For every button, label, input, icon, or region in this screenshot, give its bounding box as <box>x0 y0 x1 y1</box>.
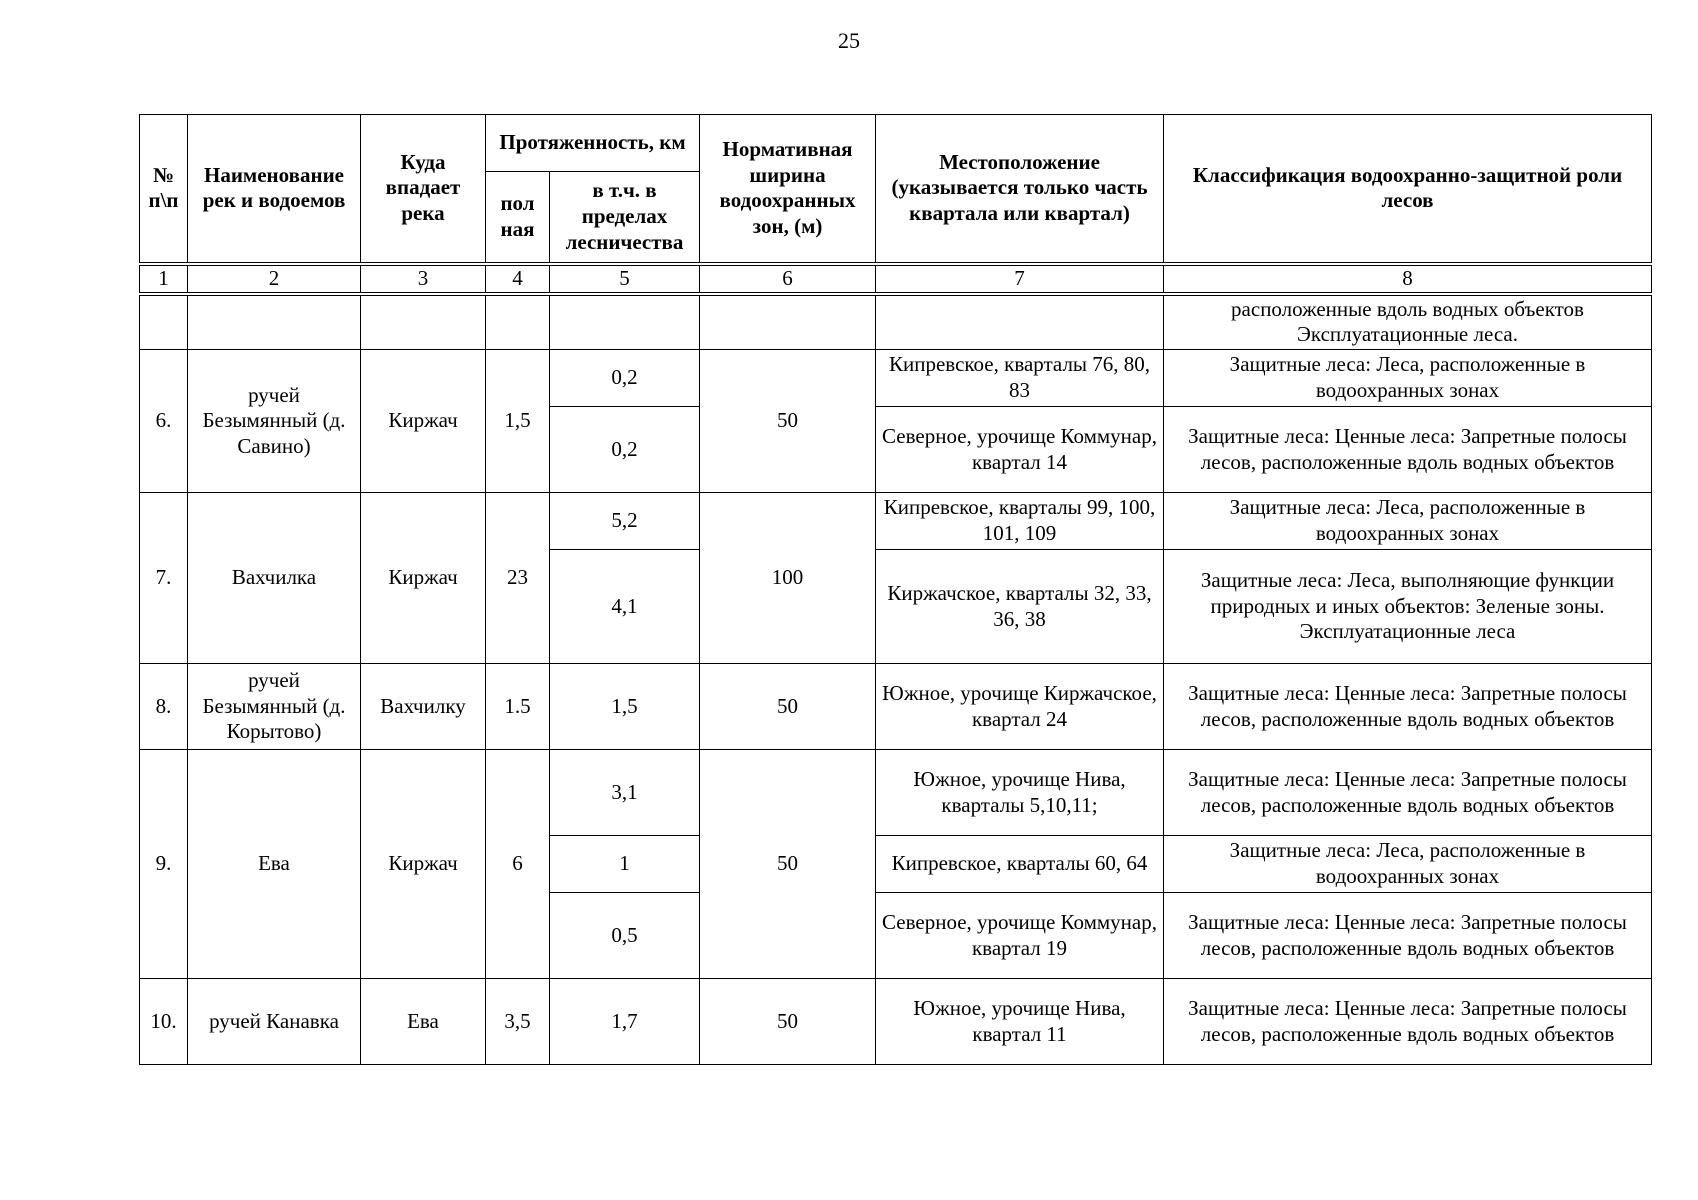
table-row <box>140 664 1652 750</box>
row-number: 8. <box>140 664 188 750</box>
column-number: 1 <box>140 264 188 294</box>
classification-cell: Защитные леса: Леса, выполняющие функции природных и иных объектов: Зеленые зоны. Эксплуатационные леса <box>1164 550 1652 664</box>
flows-into: Киржач <box>361 493 486 664</box>
header-name: Наименование рек и водоемов <box>188 115 361 264</box>
zone-width: 100 <box>700 493 876 664</box>
length-within-forestry: 0,2 <box>550 407 700 493</box>
zone-width: 50 <box>700 750 876 979</box>
empty-cell <box>188 294 361 350</box>
length-within-forestry: 4,1 <box>550 550 700 664</box>
water-body-name: Вахчилка <box>188 493 361 664</box>
water-protection-table <box>139 114 1652 1065</box>
classification-cell: Защитные леса: Ценные леса: Запретные полосы лесов, расположенные вдоль водных объектов <box>1164 979 1652 1065</box>
column-number: 2 <box>188 264 361 294</box>
row-number: 10. <box>140 979 188 1065</box>
classification-cell: Защитные леса: Ценные леса: Запретные полосы лесов, расположенные вдоль водных объектов <box>1164 750 1652 836</box>
location-cell: Кипревское, кварталы 60, 64 <box>876 836 1164 893</box>
header-length: Протяженность, км <box>486 115 700 172</box>
classification-cell: Защитные леса: Леса, расположенные в водоохранных зонах <box>1164 836 1652 893</box>
column-number: 4 <box>486 264 550 294</box>
length-within-forestry: 0,5 <box>550 893 700 979</box>
flows-into: Киржач <box>361 750 486 979</box>
location-cell: Северное, урочище Коммунар, квартал 14 <box>876 407 1164 493</box>
flows-into: Ева <box>361 979 486 1065</box>
location-cell: Южное, урочище Нива, квартал 11 <box>876 979 1164 1065</box>
header-flows-into: Куда впадает река <box>361 115 486 264</box>
empty-cell <box>876 294 1164 350</box>
length-within-forestry: 3,1 <box>550 750 700 836</box>
classification-cell: Защитные леса: Леса, расположенные в водоохранных зонах <box>1164 493 1652 550</box>
location-cell: Северное, урочище Коммунар, квартал 19 <box>876 893 1164 979</box>
row-number: 7. <box>140 493 188 664</box>
length-within-forestry: 1 <box>550 836 700 893</box>
empty-cell <box>700 294 876 350</box>
header-zone-width: Нормативная ширина водоохранных зон, (м) <box>700 115 876 264</box>
column-number: 3 <box>361 264 486 294</box>
header-location: Местоположение (указывается только часть квартала или квартал) <box>876 115 1164 264</box>
zone-width: 50 <box>700 350 876 493</box>
column-number-row <box>140 264 1652 294</box>
length-total: 3,5 <box>486 979 550 1065</box>
classification-cell: Защитные леса: Ценные леса: Запретные полосы лесов, расположенные вдоль водных объектов <box>1164 407 1652 493</box>
location-cell: Южное, урочище Киржачское, квартал 24 <box>876 664 1164 750</box>
length-within-forestry: 0,2 <box>550 350 700 407</box>
empty-cell <box>140 294 188 350</box>
zone-width: 50 <box>700 664 876 750</box>
header-classification: Классификация водоохранно-защитной роли лесов <box>1164 115 1652 264</box>
water-body-name: Ева <box>188 750 361 979</box>
classification-cell: Защитные леса: Ценные леса: Запретные полосы лесов, расположенные вдоль водных объектов <box>1164 664 1652 750</box>
column-number: 7 <box>876 264 1164 294</box>
empty-cell <box>486 294 550 350</box>
page-number: 25 <box>838 28 860 53</box>
location-cell: Кипревское, кварталы 99, 100, 101, 109 <box>876 493 1164 550</box>
header-number: № п\п <box>140 115 188 264</box>
table-row <box>140 979 1652 1065</box>
column-number: 5 <box>550 264 700 294</box>
column-number: 6 <box>700 264 876 294</box>
length-total: 1.5 <box>486 664 550 750</box>
length-within-forestry: 1,5 <box>550 664 700 750</box>
continuation-row <box>140 294 1652 350</box>
classification-cell: расположенные вдоль водных объектов Эксплуатационные леса. <box>1164 294 1652 350</box>
table-row <box>140 493 1652 550</box>
flows-into: Вахчилку <box>361 664 486 750</box>
length-total: 23 <box>486 493 550 664</box>
table-header <box>140 115 1652 264</box>
zone-width: 50 <box>700 979 876 1065</box>
length-within-forestry: 1,7 <box>550 979 700 1065</box>
column-number: 8 <box>1164 264 1652 294</box>
row-number: 6. <box>140 350 188 493</box>
location-cell: Южное, урочище Нива, кварталы 5,10,11; <box>876 750 1164 836</box>
classification-cell: Защитные леса: Леса, расположенные в водоохранных зонах <box>1164 350 1652 407</box>
length-within-forestry: 5,2 <box>550 493 700 550</box>
flows-into: Киржач <box>361 350 486 493</box>
length-total: 6 <box>486 750 550 979</box>
table-row <box>140 350 1652 407</box>
empty-cell <box>361 294 486 350</box>
water-body-name: ручей Безымянный (д. Корытово) <box>188 664 361 750</box>
table-row <box>140 750 1652 836</box>
header-length-within: в т.ч. в пределах лесничества <box>550 172 700 264</box>
water-body-name: ручей Безымянный (д. Савино) <box>188 350 361 493</box>
length-total: 1,5 <box>486 350 550 493</box>
table-body <box>140 264 1652 1065</box>
empty-cell <box>550 294 700 350</box>
classification-cell: Защитные леса: Ценные леса: Запретные полосы лесов, расположенные вдоль водных объектов <box>1164 893 1652 979</box>
location-cell: Киржачское, кварталы 32, 33, 36, 38 <box>876 550 1164 664</box>
row-number: 9. <box>140 750 188 979</box>
water-body-name: ручей Канавка <box>188 979 361 1065</box>
header-length-total: пол ная <box>486 172 550 264</box>
location-cell: Кипревское, кварталы 76, 80, 83 <box>876 350 1164 407</box>
